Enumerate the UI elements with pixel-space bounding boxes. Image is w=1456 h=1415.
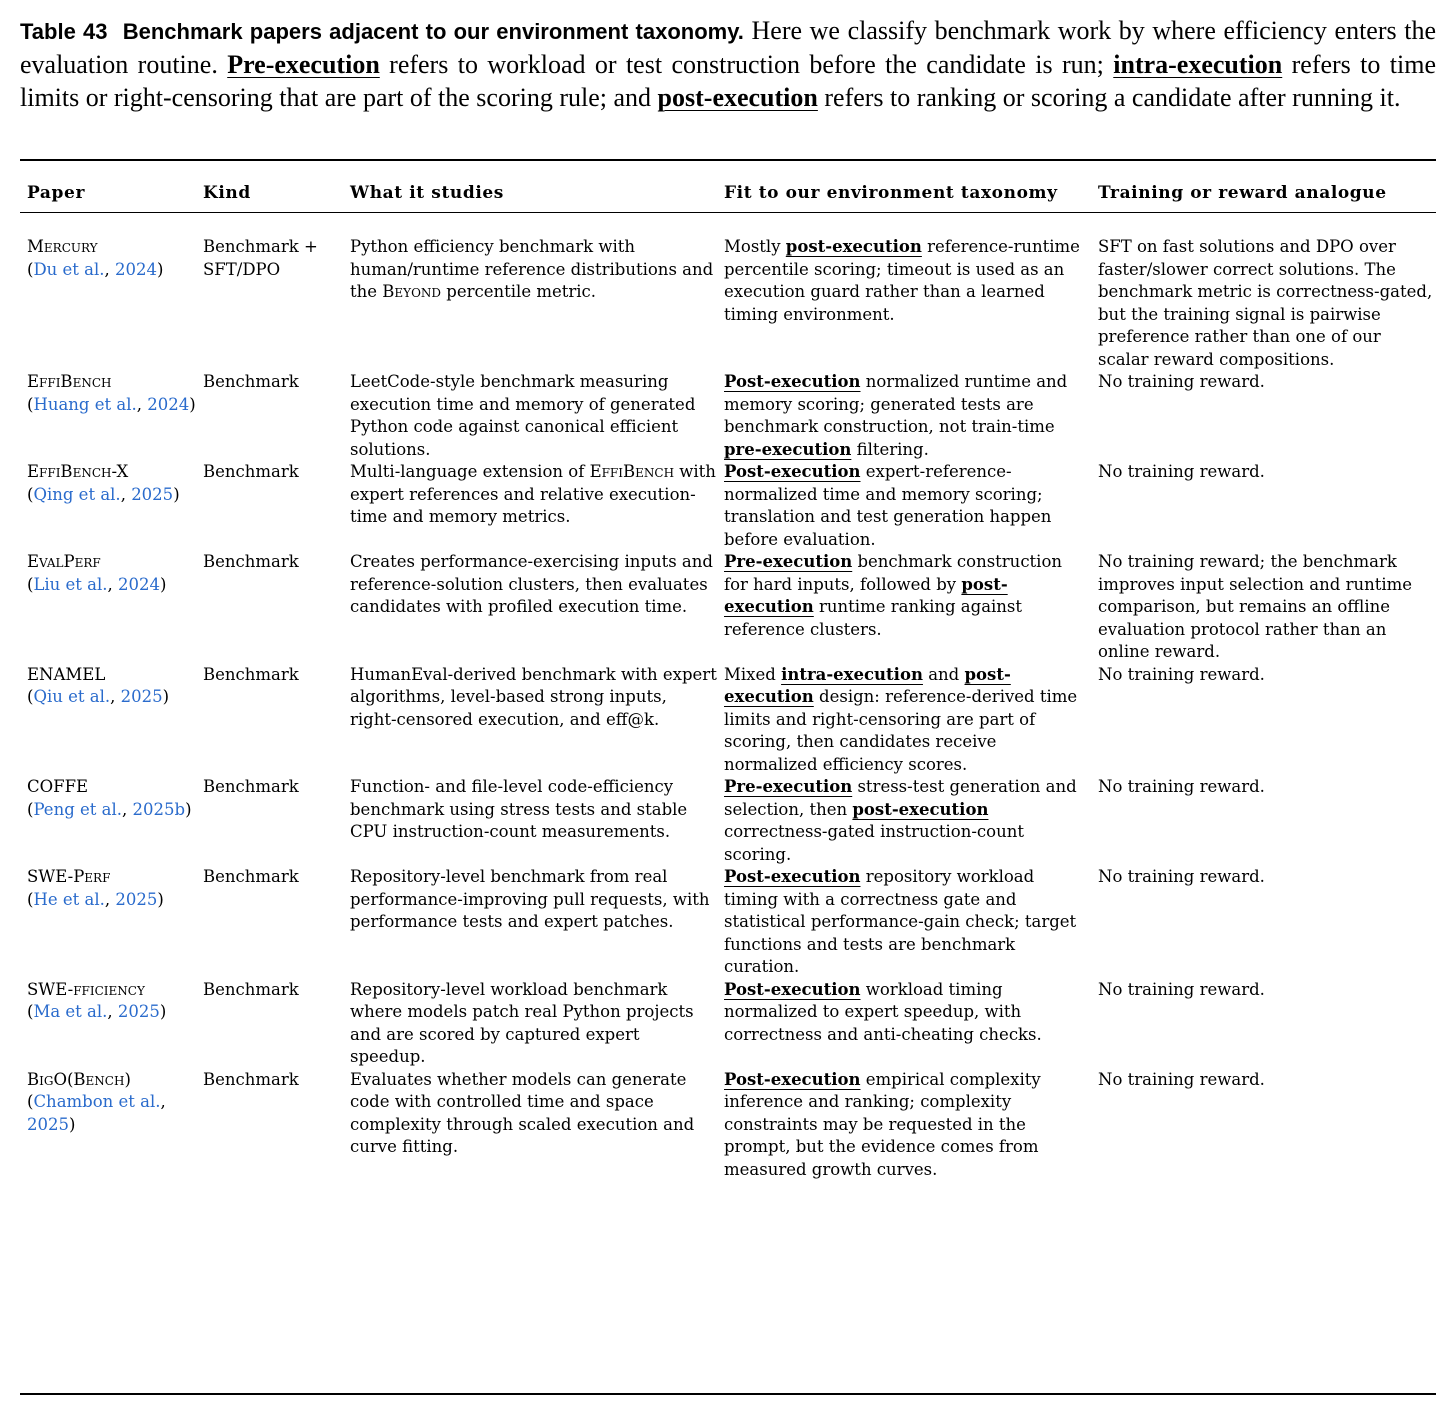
col-header-studies: What it studies: [350, 183, 504, 203]
citation-year-link[interactable]: 2025: [115, 889, 158, 909]
paper-name: ENAMEL: [27, 664, 106, 684]
cell-studies: [343, 236, 717, 371]
citation-link[interactable]: Du et al.: [33, 259, 105, 279]
fit-text: Mixed: [724, 664, 782, 684]
paper-name: EvalPerf: [27, 552, 101, 571]
taxonomy-term: Pre-execution: [724, 777, 853, 796]
cite-sep: ,: [120, 484, 132, 504]
citation-year-link[interactable]: 2025: [117, 1002, 160, 1021]
fit-text: expert-reference-normalized time and memory scoring; translation and test generation happen before evaluation.: [724, 462, 1052, 549]
cite-sep: ,: [160, 1092, 166, 1111]
cite-sep: ,: [136, 394, 148, 414]
studies-text: Function- and file-level code-efficiency benchmark using stress tests and stable CPU instruction-count measurements.: [350, 777, 688, 841]
cell-reward: No training reward.: [1098, 664, 1265, 684]
cite-paren: ): [189, 394, 196, 414]
cell-fit: [717, 664, 1091, 777]
cite-paren: ): [69, 1114, 76, 1134]
cell-reward: No training reward.: [1098, 777, 1265, 796]
cell-studies: [343, 551, 717, 664]
caption-term-pre: Pre-execution: [227, 50, 380, 79]
studies-name: EffiBench: [589, 462, 675, 481]
taxonomy-term: Post-execution: [724, 462, 861, 481]
cite-paren: (: [27, 259, 34, 279]
cite-paren: ): [157, 889, 164, 909]
cell-reward: No training reward.: [1098, 867, 1265, 886]
citation-link[interactable]: Qiu et al.: [33, 687, 111, 706]
cell-fit: [717, 236, 1091, 371]
paper-name: BigO(Bench): [27, 1069, 131, 1089]
cell-studies: [343, 866, 717, 979]
taxonomy-term: intra-execution: [781, 664, 923, 684]
citation-year-link[interactable]: 2024: [115, 259, 158, 279]
col-header-paper: Paper: [27, 183, 86, 203]
cite-paren: (: [27, 574, 34, 594]
studies-text: Repository-level benchmark from real performance-improving pull requests, with performance tests and expert patches.: [350, 867, 710, 931]
studies-text: Evaluates whether models can generate code with controlled time and space complexity through scaled execution and curve fitting.: [350, 1069, 695, 1156]
cell-paper: [20, 236, 196, 371]
taxonomy-term: post-execution: [852, 799, 989, 819]
cite-paren: (: [27, 1002, 34, 1021]
taxonomy-term: post-execution: [785, 237, 922, 256]
cell-kind: Benchmark + SFT/DPO: [203, 237, 318, 279]
cite-paren: (: [27, 889, 34, 909]
cite-sep: ,: [110, 687, 121, 706]
cell-fit: [717, 866, 1091, 979]
table-row: [20, 776, 1436, 866]
citation-link[interactable]: Ma et al.: [33, 1002, 108, 1021]
col-header-reward: Training or reward analogue: [1098, 183, 1387, 203]
cell-reward: No training reward; the benchmark improves input selection and runtime comparison, but remains an offline evaluation protocol rather than an online reward.: [1098, 552, 1413, 661]
table-row: [20, 664, 1436, 777]
cell-reward: No training reward.: [1098, 372, 1265, 391]
cell-paper: [20, 866, 196, 979]
col-header-kind: Kind: [203, 183, 251, 203]
cell-studies: [343, 461, 717, 551]
citation-year-link[interactable]: 2025b: [132, 799, 186, 819]
fit-text: benchmark construction for hard inputs, followed by: [724, 552, 1063, 594]
cell-fit: [717, 1069, 1091, 1182]
paper-name: EffiBench: [27, 372, 112, 391]
top-rule: [20, 159, 1436, 161]
caption-text: refers to workload or test construction before the candidate is run;: [379, 50, 1114, 79]
cell-kind: Benchmark: [203, 979, 299, 999]
cell-studies: [343, 979, 717, 1069]
fit-text: and: [922, 664, 965, 684]
taxonomy-term: Post-execution: [724, 372, 861, 391]
taxonomy-term: post-execution: [724, 664, 1011, 706]
fit-text: correctness-gated instruction-count scoring.: [724, 822, 1024, 864]
citation-link[interactable]: Liu et al.: [33, 574, 108, 594]
cite-paren: ): [185, 799, 192, 819]
fit-text: repository workload timing with a correctness gate and statistical performance-gain check; target functions and tests are benchmark curation.: [724, 867, 1077, 976]
studies-text: Multi-language extension of: [350, 462, 590, 481]
studies-text: percentile metric.: [441, 282, 597, 301]
cite-paren: (: [27, 484, 34, 504]
cite-sep: ,: [107, 1002, 118, 1021]
cell-kind: Benchmark: [203, 372, 299, 391]
cell-fit: [717, 551, 1091, 664]
cite-paren: (: [27, 687, 34, 706]
table-row: [20, 551, 1436, 664]
citation-link[interactable]: He et al.: [33, 889, 105, 909]
cell-kind: Benchmark: [203, 664, 299, 684]
cell-reward: No training reward.: [1098, 462, 1265, 481]
studies-text: with expert references and relative execution-time and memory metrics.: [350, 462, 716, 526]
caption-title: Benchmark papers adjacent to our environment taxonomy.: [122, 19, 744, 44]
citation-year-link[interactable]: 2025: [120, 687, 163, 706]
caption-text: refers to ranking or scoring a candidate after running it.: [817, 83, 1401, 112]
cell-reward: No training reward.: [1098, 979, 1265, 999]
paper-name: SWE-Perf: [27, 867, 111, 886]
studies-text: Repository-level workload benchmark where models patch real Python projects and are scored by captured expert speedup.: [350, 979, 694, 1066]
cite-paren: (: [27, 1092, 34, 1111]
taxonomy-term: Post-execution: [724, 1069, 861, 1089]
cell-kind: Benchmark: [203, 1069, 299, 1089]
taxonomy-term: Pre-execution: [724, 552, 853, 571]
studies-text: Python efficiency benchmark with human/runtime reference distributions and the: [350, 237, 714, 301]
cell-kind: Benchmark: [203, 777, 299, 796]
caption-term-intra: intra-execution: [1113, 50, 1283, 79]
cell-paper: [20, 461, 196, 551]
cite-sep: ,: [107, 574, 119, 594]
cell-kind: Benchmark: [203, 867, 299, 886]
paper-name: SWE-fficiency: [27, 979, 145, 999]
bottom-rule: [20, 1393, 1436, 1395]
fit-text: stress-test generation and selection, then: [724, 777, 1077, 819]
citation-year-link[interactable]: 2025: [131, 484, 174, 504]
table-row: [20, 461, 1436, 551]
table-caption: [20, 14, 1436, 114]
studies-text: Creates performance-exercising inputs and reference-solution clusters, then evaluates candidates with profiled execution time.: [350, 552, 713, 616]
cite-paren: ): [162, 687, 170, 706]
fit-text: normalized runtime and memory scoring; generated tests are benchmark construction, not train-time: [724, 372, 1068, 436]
cell-reward: No training reward.: [1098, 1069, 1265, 1089]
taxonomy-term: Post-execution: [724, 979, 861, 999]
cite-paren: ): [160, 574, 167, 594]
studies-name: Beyond: [382, 282, 442, 301]
citation-link[interactable]: Chambon et al.: [33, 1092, 161, 1111]
cell-fit: [717, 979, 1091, 1069]
fit-text: empirical complexity inference and ranking; complexity constraints may be requested in the prompt, but the evidence comes from measured growth curves.: [724, 1069, 1041, 1179]
studies-text: LeetCode-style benchmark measuring execution time and memory of generated Python code against canonical efficient solutions.: [350, 372, 696, 459]
paper-name: COFFE: [27, 777, 89, 796]
table-body: [20, 236, 1436, 1181]
studies-text: HumanEval-derived benchmark with expert algorithms, level-based strong inputs, right-censored execution, and eff@k.: [350, 664, 717, 729]
fit-text: design: reference-derived time limits and right-censoring are part of scoring, then candidates receive normalized efficiency scores.: [724, 687, 1078, 774]
fit-text: Mostly: [724, 237, 786, 256]
cell-studies: [343, 371, 717, 461]
cell-studies: [343, 1069, 717, 1182]
header-rule: [20, 212, 1436, 213]
cell-studies: [343, 776, 717, 866]
cite-paren: ): [157, 259, 164, 279]
table-row: [20, 866, 1436, 979]
table-header: [20, 182, 1436, 205]
table-row: [20, 979, 1436, 1069]
citation-year-link[interactable]: 2024: [118, 574, 161, 594]
taxonomy-term: post-execution: [724, 574, 1008, 616]
citation-link[interactable]: Peng et al.: [33, 799, 122, 819]
cell-paper: [20, 1069, 196, 1182]
fit-text: workload timing normalized to expert speedup, with correctness and anti-cheating checks.: [724, 979, 1042, 1044]
cite-sep: ,: [122, 799, 133, 819]
fit-text: reference-runtime percentile scoring; timeout is used as an execution guard rather than a learned timing environment.: [724, 237, 1080, 324]
cell-paper: [20, 776, 196, 866]
table-row: [20, 236, 1436, 371]
taxonomy-term: pre-execution: [724, 439, 852, 459]
cell-paper: [20, 979, 196, 1069]
cell-paper: [20, 551, 196, 664]
cell-reward: SFT on fast solutions and DPO over faster/slower correct solutions. The benchmark metric is correctness-gated, but the training signal is pairwise preference rather than one of our scalar reward compositions.: [1098, 237, 1433, 369]
cite-paren: (: [27, 799, 34, 819]
citation-link[interactable]: Qing et al.: [33, 484, 121, 504]
fit-text: runtime ranking against reference clusters.: [724, 597, 1023, 639]
cell-kind: Benchmark: [203, 552, 299, 571]
col-header-fit: Fit to our environment taxonomy: [724, 183, 1058, 203]
cell-paper: [20, 371, 196, 461]
cell-studies: [343, 664, 717, 777]
cite-paren: ): [159, 1002, 167, 1021]
paper-name: EffiBench-X: [27, 462, 129, 481]
cell-fit: [717, 776, 1091, 866]
citation-year-link[interactable]: 2024: [147, 394, 190, 414]
fit-text: filtering.: [851, 439, 929, 459]
cell-paper: [20, 664, 196, 777]
cite-sep: ,: [104, 889, 116, 909]
caption-text: refers to time limits or right-censoring that are part of the scoring rule; and: [20, 50, 1436, 112]
cell-fit: [717, 461, 1091, 551]
caption-text: Here we classify benchmark work by where efficiency enters the evaluation routine.: [20, 16, 1436, 79]
cite-paren: ): [173, 484, 180, 504]
caption-label: Table 43: [20, 19, 108, 44]
table-row: [20, 1069, 1436, 1182]
table-row: [20, 371, 1436, 461]
paper-name: Mercury: [27, 237, 98, 256]
cell-fit: [717, 371, 1091, 461]
citation-year-link[interactable]: 2025: [27, 1114, 69, 1134]
citation-link[interactable]: Huang et al.: [33, 394, 137, 414]
cite-sep: ,: [104, 259, 116, 279]
cite-paren: (: [27, 394, 34, 414]
caption-term-post: post-execution: [657, 83, 818, 112]
taxonomy-term: Post-execution: [724, 867, 861, 886]
cell-kind: Benchmark: [203, 462, 299, 481]
